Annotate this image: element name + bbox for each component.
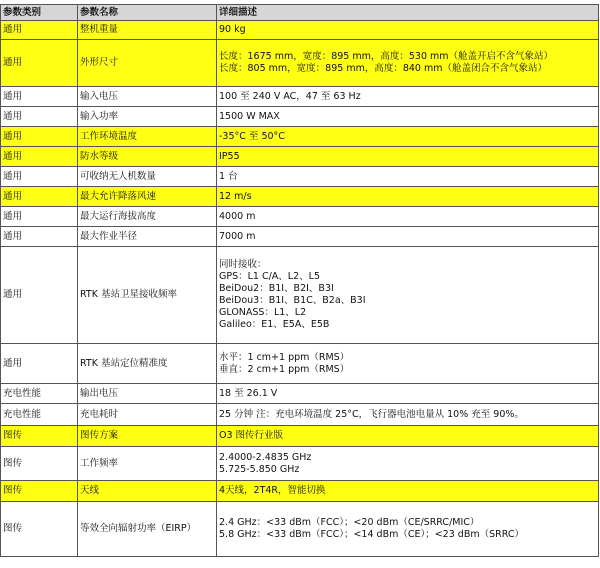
cell-detail	[217, 502, 599, 557]
table-body	[1, 21, 599, 557]
cell-category: 图传	[1, 426, 78, 447]
cell-category: 通用	[1, 87, 78, 107]
table-row	[1, 127, 599, 147]
detail-line: 长度：805 mm，宽度：895 mm，高度：840 mm（舱盖闭合不含气象站）	[219, 63, 547, 74]
cell-detail	[217, 87, 599, 107]
table-row	[1, 107, 599, 127]
cell-category: 通用	[1, 247, 78, 344]
detail-line: Galileo：E1、E5A、E5B	[219, 319, 330, 330]
cell-name: 可收纳无人机数量	[78, 167, 217, 187]
cell-detail	[217, 207, 599, 227]
cell-category: 通用	[1, 167, 78, 187]
cell-detail	[217, 127, 599, 147]
detail-line: GLONASS：L1、L2	[219, 307, 307, 318]
cell-name: 工作环境温度	[78, 127, 217, 147]
table-row	[1, 207, 599, 227]
cell-category: 图传	[1, 447, 78, 481]
header-detail: 详细描述	[217, 5, 599, 21]
cell-name: 输入电压	[78, 87, 217, 107]
table-row	[1, 502, 599, 557]
cell-category: 通用	[1, 21, 78, 40]
table-row	[1, 87, 599, 107]
detail-line: 25 分钟 注：充电环境温度 25°C，飞行器电池电量从 10% 充至 90%。	[219, 408, 524, 420]
cell-name: 最大作业半径	[78, 227, 217, 247]
detail-line: 1500 W MAX	[219, 110, 280, 122]
detail-line: 90 kg	[219, 24, 246, 35]
cell-category: 通用	[1, 207, 78, 227]
cell-category: 通用	[1, 227, 78, 247]
cell-detail	[217, 384, 599, 404]
header-category: 参数类别	[1, 5, 78, 21]
cell-name: 工作频率	[78, 447, 217, 481]
detail-line: 100 至 240 V AC，47 至 63 Hz	[219, 90, 361, 102]
table-row	[1, 167, 599, 187]
cell-category: 图传	[1, 502, 78, 557]
cell-detail	[217, 21, 599, 40]
detail-line: -35°C 至 50°C	[219, 130, 285, 142]
detail-line: 2.4 GHz：<33 dBm（FCC）；<20 dBm（CE/SRRC/MIC）	[219, 517, 480, 528]
cell-detail	[217, 404, 599, 426]
cell-name: 天线	[78, 481, 217, 502]
cell-detail	[217, 481, 599, 502]
cell-name: RTK 基站卫星接收频率	[78, 247, 217, 344]
cell-detail	[217, 227, 599, 247]
header-name: 参数名称	[78, 5, 217, 21]
cell-category: 通用	[1, 107, 78, 127]
detail-line: BeiDou3：B1I、B1C、B2a、B3I	[219, 295, 366, 306]
detail-line: IP55	[219, 150, 240, 162]
cell-name: 整机重量	[78, 21, 217, 40]
cell-name: 最大运行海拔高度	[78, 207, 217, 227]
cell-category: 充电性能	[1, 404, 78, 426]
table-header-row	[1, 5, 599, 21]
detail-line: 1 台	[219, 170, 238, 182]
table-row	[1, 40, 599, 87]
cell-name: 等效全向辐射功率（EIRP）	[78, 502, 217, 557]
cell-detail	[217, 107, 599, 127]
detail-line: 长度：1675 mm，宽度：895 mm，高度：530 mm（舱盖开启不含气象站）	[219, 51, 554, 62]
detail-line: 垂直：2 cm+1 ppm（RMS）	[219, 363, 350, 375]
cell-detail	[217, 447, 599, 481]
cell-name: 防水等级	[78, 147, 217, 167]
detail-line: BeiDou2：B1I、B2I、B3I	[219, 283, 334, 294]
detail-line: O3 图传行业版	[219, 430, 284, 441]
table-row	[1, 187, 599, 207]
cell-category: 通用	[1, 147, 78, 167]
detail-line: 18 至 26.1 V	[219, 387, 278, 399]
detail-line: 2.4000-2.4835 GHz	[219, 451, 312, 463]
table-row	[1, 426, 599, 447]
table-row	[1, 21, 599, 40]
cell-detail	[217, 187, 599, 207]
table-row	[1, 384, 599, 404]
cell-category: 图传	[1, 481, 78, 502]
cell-name: 最大允许降落风速	[78, 187, 217, 207]
cell-detail	[217, 426, 599, 447]
cell-category: 通用	[1, 187, 78, 207]
table-row	[1, 227, 599, 247]
detail-line: 5.725-5.850 GHz	[219, 463, 300, 475]
cell-detail	[217, 147, 599, 167]
detail-line: 5.8 GHz：<33 dBm（FCC）；<14 dBm（CE）；<23 dBm（SRRC）	[219, 529, 524, 540]
cell-name: RTK 基站定位精准度	[78, 344, 217, 384]
detail-line: 4天线，2T4R，智能切换	[219, 485, 326, 496]
cell-category: 充电性能	[1, 384, 78, 404]
table-row	[1, 447, 599, 481]
cell-detail	[217, 167, 599, 187]
cell-name: 外形尺寸	[78, 40, 217, 87]
cell-category: 通用	[1, 127, 78, 147]
table-row	[1, 344, 599, 384]
cell-category: 通用	[1, 40, 78, 87]
detail-line: GPS：L1 C/A、L2、L5	[219, 271, 320, 282]
cell-name: 图传方案	[78, 426, 217, 447]
table-row	[1, 147, 599, 167]
detail-line: 4000 m	[219, 210, 256, 222]
detail-line: 水平：1 cm+1 ppm（RMS）	[219, 351, 350, 363]
cell-name: 充电耗时	[78, 404, 217, 426]
table-row	[1, 247, 599, 344]
table-row	[1, 481, 599, 502]
table-row	[1, 404, 599, 426]
detail-line: 12 m/s	[219, 190, 252, 202]
cell-detail	[217, 344, 599, 384]
detail-line: 7000 m	[219, 230, 256, 242]
cell-detail	[217, 247, 599, 344]
cell-detail	[217, 40, 599, 87]
detail-line: 同时接收：	[219, 259, 267, 270]
spec-table	[0, 4, 599, 557]
cell-category: 通用	[1, 344, 78, 384]
cell-name: 输入功率	[78, 107, 217, 127]
cell-name: 输出电压	[78, 384, 217, 404]
